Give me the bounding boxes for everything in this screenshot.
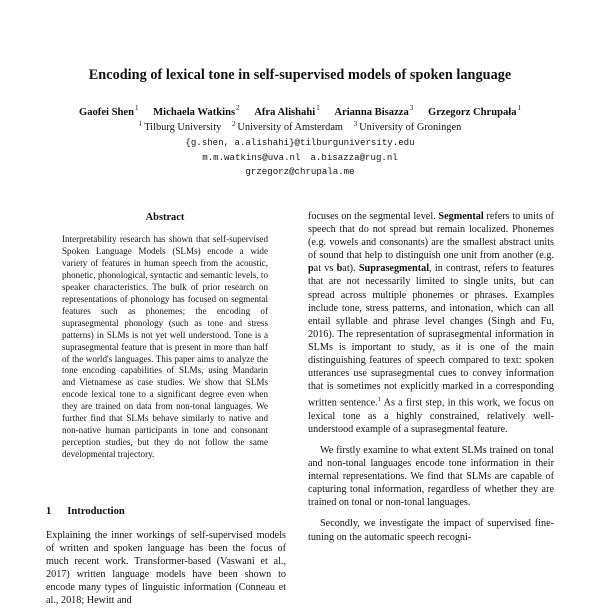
author: Arianna Bisazza$^3$	[334, 104, 414, 118]
author: Afra Alishahi$^1$	[254, 104, 320, 118]
term-segmental: Segmental	[438, 211, 484, 222]
author-list	[40, 104, 560, 118]
introduction-text: Explaining the inner workings of self-supervised models of written and spoken language has been the focus of much recent work. Transformer-based (Vaswani et al., 2017) written language models have been shown to encode many types of linguistic information (Conneau et al., 2018; Hewitt and	[46, 530, 286, 607]
email-address: m.m.watkins@uva.nl	[202, 151, 301, 163]
paper-title: Encoding of lexical tone in self-supervised models of spoken language	[88, 67, 512, 83]
email-line: {g.shen, a.alishahi}@tilburguniversity.edu	[185, 137, 415, 148]
affiliation: $^1$ Tilburg University	[138, 120, 222, 134]
section-title: Introduction	[67, 506, 125, 517]
author: Michaela Watkins$^2$	[153, 104, 240, 118]
paragraph: Secondly, we investigate the impact of supervised fine-tuning on the automatic speech recogni-	[308, 518, 554, 543]
affiliation: $^2$ University of Amsterdam	[231, 120, 344, 134]
author: Gaofei Shen$^1$	[78, 104, 139, 118]
email-block	[40, 136, 560, 180]
paragraph: focuses on the segmental level. Segmental refers to units of speech that do not spread but remain localized. Phonemes (e.g. vowels and consonants) are the smallest abstract units of sound that help to distinguish one unit from another (e.g. pat vs bat). Suprasegmental, in contrast, refers to features that are not necessarily limited to single units, but can spread across multiple phonemes or phrases. Examples include tone, stress patterns, and intonation, which can all entail syllable and phrase level changes (Singh and Fu, 2016). The representation of suprasegmental information in SLMs is important to study, as it is one of the main distinguishing features of speech compared to text: spoken utterances use suprasegmental cues to convey information that is sometimes not explicitly marked in a corresponding written sentence.$^1$ As a first step, in this work, we focus on lexical tone as a highly constrained, relatively well-understood example of a suprasegmental feature.	[308, 211, 554, 435]
affiliation-list	[40, 120, 560, 133]
email-line	[40, 151, 560, 166]
abstract-text: Interpretability research has shown that self-supervised Spoken Language Models (SLMs) encode a wide variety of features in human speech from the acoustic, phonetic, phonological, syntactic and semantic levels, to speaker characteristics. The bulk of prior research on representations of phonology has focused on segmental features such as phonemes; the encoding of suprasegmental phonology (such as tone and stress patterns) in SLMs is not yet well understood. Tone is a suprasegmental feature that is present in more than half of the world's languages. This paper aims to analyze the tone encoding capabilities of SLMs, using Mandarin and Vietnamese as case studies. We show that SLMs encode lexical tone to a significant degree even when they are trained on data from non-tonal languages. We further find that SLMs behave similarly to native and non-native human participants in tone and consonant perception studies, but they do not follow the same developmental trajectory.	[62, 234, 268, 460]
section-heading-introduction	[46, 506, 125, 517]
affiliation: $^3$ University of Groningen	[353, 120, 462, 134]
paragraph: We firstly examine to what extent SLMs trained on tonal and non-tonal languages encode tone information in their internal representations. We find that SLMs are capable of capturing tonal information, regardless of whether they are trained on tonal or non-tonal languages.	[308, 444, 554, 509]
abstract-heading: Abstract	[145, 212, 185, 223]
email-address: a.bisazza@rug.nl	[310, 151, 398, 163]
right-column-text	[308, 210, 554, 544]
email-line: grzegorz@chrupala.me	[245, 166, 355, 178]
author: Grzegorz Chrupała$^1$	[427, 104, 522, 118]
section-number: 1	[46, 506, 52, 517]
term-suprasegmental: Suprasegmental	[358, 263, 430, 275]
footnote-marker: 1	[377, 396, 381, 404]
